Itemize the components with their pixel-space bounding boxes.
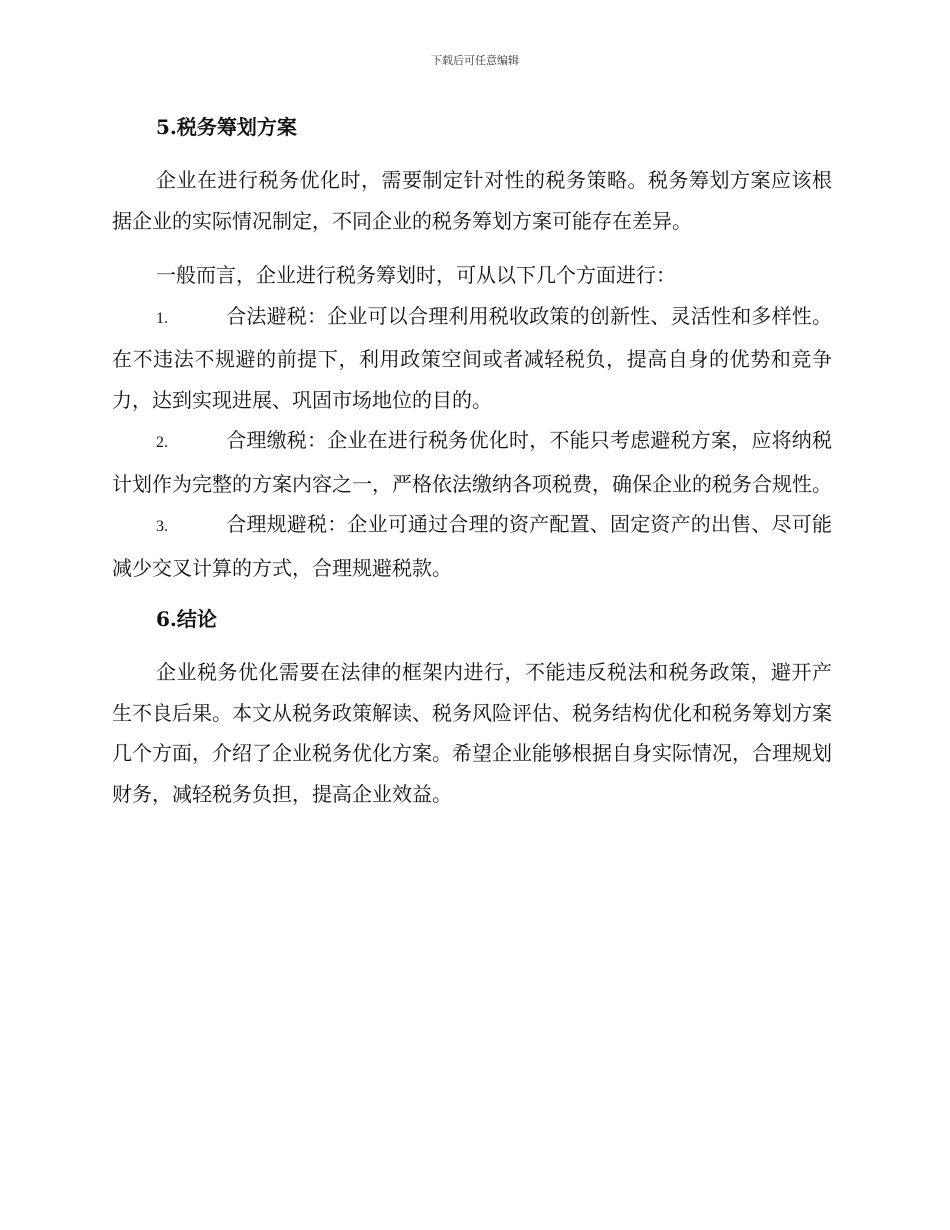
list-item-number: 3.: [156, 518, 168, 535]
document-body: [112, 108, 832, 814]
section-5-paragraph-1: 企业在进行税务优化时，需要制定针对性的税务策略。税务筹划方案应该根据企业的实际情况制定，不同企业的税务筹划方案可能存在差异。: [112, 168, 832, 233]
list-item-2: [112, 420, 832, 504]
list-item-text: 合理缴税：企业在进行税务优化时，不能只考虑避税方案，应将纳税计划作为完整的方案内容之一，严格依法缴纳各项税费，确保企业的税务合规性。: [112, 428, 832, 496]
section-5-paragraph-2: 一般而言，企业进行税务筹划时，可从以下几个方面进行：: [156, 263, 676, 287]
section-6-title: 6.结论: [156, 607, 217, 631]
section-5-title: 5.税务筹划方案: [156, 115, 297, 139]
header-note: 下载后可任意编辑: [431, 54, 519, 67]
list-item-number: 1.: [156, 309, 168, 327]
section-6-paragraph-1: 企业税务优化需要在法律的框架内进行，不能违反税法和税务政策，避开产生不良后果。本文从税务政策解读、税务风险评估、税务结构优化和税务筹划方案几个方面，介绍了企业税务优化方案。希望企业能够根据自身实际情况，合理规划财务，减轻税务负担，提高企业效益。: [112, 660, 832, 806]
list-item-3: [112, 504, 832, 588]
list-item-1: [112, 296, 832, 421]
list-item-text: 合法避税：企业可以合理利用税收政策的创新性、灵活性和多样性。在不违法不规避的前提下，利用政策空间或者减轻税负，提高自身的优势和竞争力，达到实现进展、巩固市场地位的目的。: [112, 303, 832, 412]
list-item-text: 合理规避税：企业可通过合理的资产配置、固定资产的出售、尽可能减少交叉计算的方式，合理规避税款。: [112, 512, 832, 580]
list-item-number: 2.: [156, 434, 168, 451]
